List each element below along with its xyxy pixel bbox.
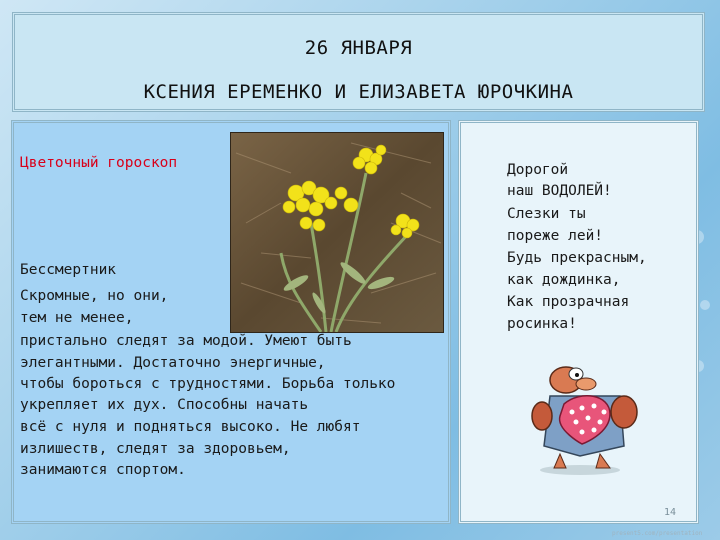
- horoscope-line: пристально следят за модой. Умеют быть: [20, 333, 352, 349]
- horoscope-title: Цветочный гороскоп: [20, 155, 178, 171]
- poem-line: пореже лей!: [507, 228, 604, 244]
- horoscope-line: Скромные, но они,: [20, 288, 169, 304]
- horoscope-line: тем не менее,: [20, 310, 134, 326]
- horoscope-line: чтобы бороться с трудностями. Борьба только: [20, 376, 396, 392]
- page-number: 14: [664, 507, 677, 518]
- immortelle-flower-icon: [231, 133, 443, 332]
- poem-line: Дорогой: [507, 162, 569, 178]
- flower-name: Бессмертник: [20, 262, 117, 278]
- header-box: [12, 12, 705, 112]
- flower-photo: [230, 132, 444, 333]
- poem-line: росинка!: [507, 316, 577, 332]
- background-decoration: [700, 300, 710, 310]
- poem-line: Как прозрачная: [507, 294, 630, 310]
- watermark: present5.com/presentation: [612, 530, 703, 537]
- poem-line: наш ВОДОЛЕЙ!: [507, 183, 612, 199]
- poem-line: как дождинка,: [507, 272, 621, 288]
- horoscope-line: излишеств, следят за здоровьем,: [20, 441, 291, 457]
- page-title: КСЕНИЯ ЕРЕМЕНКО И ЕЛИЗАВЕТА ЮРОЧКИНА: [143, 81, 574, 103]
- horoscope-line: всё с нуля и подняться высоко. Не любят: [20, 419, 361, 435]
- horoscope-line: элегантными. Достаточно энергичные,: [20, 355, 326, 371]
- poem-line: Слезки ты: [507, 206, 586, 222]
- horoscope-line: занимаются спортом.: [20, 462, 186, 478]
- page-date: 26 ЯНВАРЯ: [304, 37, 413, 59]
- horoscope-line: укрепляет их дух. Способны начать: [20, 397, 309, 413]
- cartoon-character-icon: [520, 360, 640, 480]
- poem-line: Будь прекрасным,: [507, 250, 647, 266]
